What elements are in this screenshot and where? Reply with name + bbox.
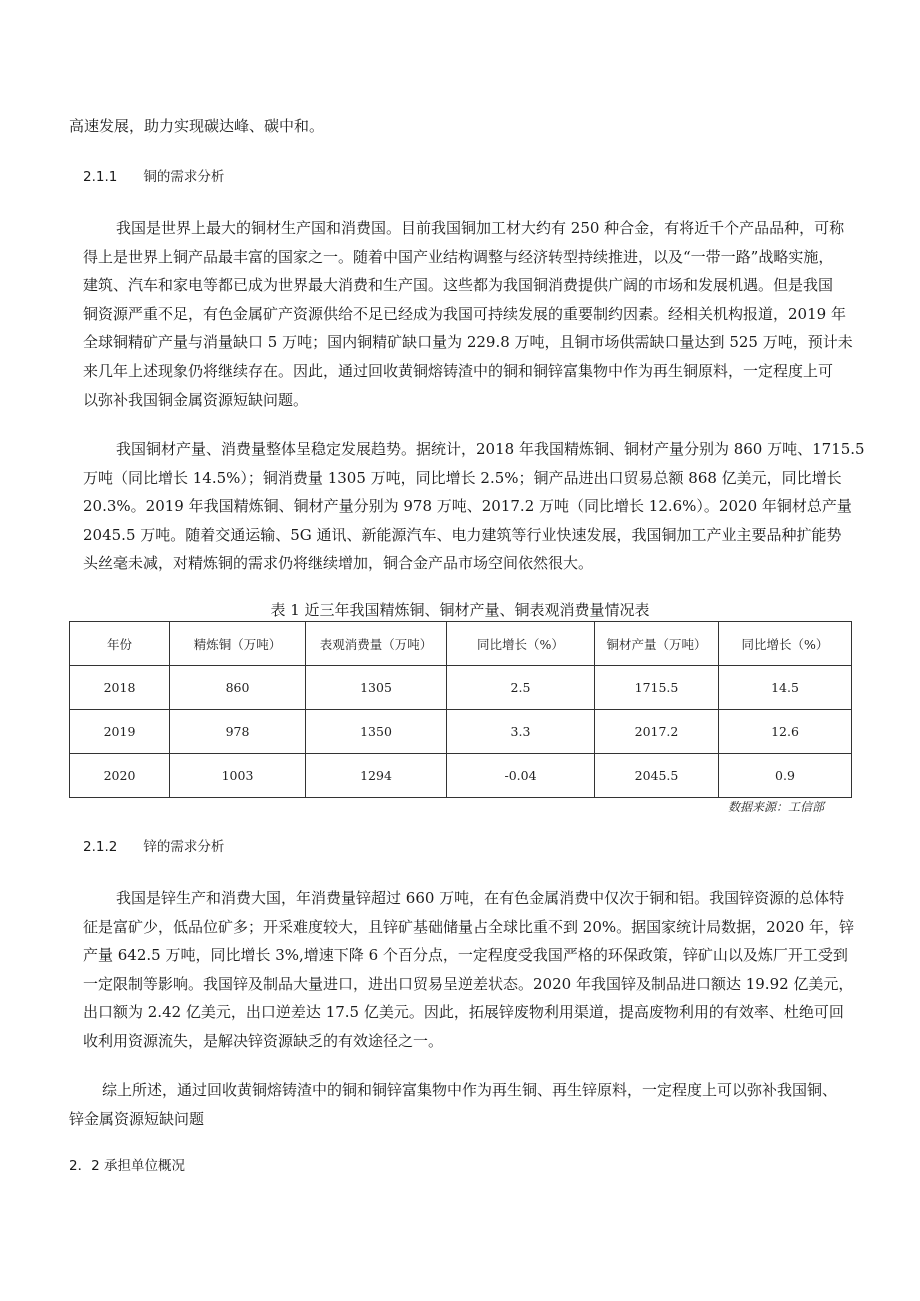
table-cell: 1350: [306, 710, 447, 754]
paragraph-line: 综上所述，通过回收黄铜熔铸渣中的铜和铜锌富集物中作为再生铜、再生锌原料，一定程度上可以弥补我国铜、: [102, 1081, 838, 1099]
table-cell: 2019: [70, 710, 170, 754]
section-number: 2.1.2: [83, 839, 118, 855]
section-2-2-heading: 2．2 承担单位概况: [69, 1158, 185, 1174]
column-header-copper-output: 铜材产量（万吨）: [595, 622, 719, 666]
paragraph-line: 产量 642.5 万吨，同比增长 3%,增速下降 6 个百分点，一定程度受我国严格的环保政策，锌矿山以及炼厂开工受到: [83, 946, 848, 965]
table-row: [70, 666, 852, 710]
section-title: 锌的需求分析: [143, 839, 225, 855]
table-header-row: [70, 622, 852, 666]
table-cell: 0.9: [719, 754, 852, 798]
column-header-output-yoy-growth: 同比增长（%）: [719, 622, 852, 666]
intro-tail-text: 高速发展，助力实现碳达峰、碳中和。: [69, 117, 325, 135]
copper-paragraph-2: [83, 435, 865, 578]
paragraph-line: 征是富矿少，低品位矿多；开采难度较大，且锌矿基础储量占全球比重不到 20%。据国家统计局数据，2020 年，锌: [83, 917, 855, 936]
zinc-paragraph: [83, 884, 854, 1056]
table-cell: 2018: [70, 666, 170, 710]
table-cell: 2017.2: [595, 710, 719, 754]
paragraph-line: 铜资源严重不足，有色金属矿产资源供给不足已经成为我国可持续发展的重要制约因素。经相关机构报道，2019 年: [83, 304, 846, 323]
column-header-apparent-consumption: 表观消费量（万吨）: [306, 622, 447, 666]
paragraph-line: 得上是世界上铜产品最丰富的国家之一。随着中国产业结构调整与经济转型持续推进，以及“一带一路”战略实施，: [83, 247, 834, 266]
summary-paragraph: [69, 1076, 837, 1133]
paragraph-line: 全球铜精矿产量与消量缺口 5 万吨；国内铜精矿缺口量为 229.8 万吨，且铜市场供需缺口量达到 525 万吨，预计未: [83, 333, 853, 352]
table-caption: 表 1 近三年我国精炼铜、铜材产量、铜表观消费量情况表: [270, 601, 650, 619]
table-cell: 12.6: [719, 710, 852, 754]
paragraph-line: 收利用资源流失，是解决锌资源缺乏的有效途径之一。: [83, 1031, 444, 1050]
table-cell: -0.04: [447, 754, 595, 798]
table-cell: 2.5: [447, 666, 595, 710]
paragraph-line: 万吨（同比增长 14.5%）；铜消费量 1305 万吨，同比增长 2.5%；铜产品进出口贸易总额 868 亿美元，同比增长: [83, 468, 842, 487]
section-2-1-1-heading: [83, 167, 224, 187]
paragraph-line: 我国是锌生产和消费大国，年消费量锌超过 660 万吨，在有色金属消费中仅次于铜和铝。我国锌资源的总体特: [116, 889, 845, 907]
paragraph-line: 我国铜材产量、消费量整体呈稳定发展趋势。据统计，2018 年我国精炼铜、铜材产量分别为 860 万吨、1715.5: [116, 440, 865, 458]
paragraph-line: 来几年上述现象仍将继续存在。因此，通过回收黄铜熔铸渣中的铜和铜锌富集物中作为再生铜原料，一定程度上可: [83, 361, 834, 380]
copper-statistics-table: [69, 621, 852, 798]
table-cell: 2045.5: [595, 754, 719, 798]
paragraph-line: 2045.5 万吨。随着交通运输、5G 通讯、新能源汽车、电力建筑等行业快速发展，我国铜加工产业主要品种扩能势: [83, 525, 842, 544]
paragraph-line: 以弥补我国铜金属资源短缺问题。: [83, 390, 309, 409]
section-title: 铜的需求分析: [143, 169, 225, 185]
table-cell: 3.3: [447, 710, 595, 754]
table-cell: 978: [170, 710, 306, 754]
paragraph-line: 出口额为 2.42 亿美元，出口逆差达 17.5 亿美元。因此，拓展锌废物利用渠道，提高废物利用的有效率、杜绝可回: [83, 1003, 844, 1022]
copper-paragraph-1: [83, 214, 853, 414]
paragraph-line: 20.3%。2019 年我国精炼铜、铜材产量分别为 978 万吨、2017.2 万吨（同比增长 12.6%）。2020 年铜材总产量: [83, 497, 852, 516]
paragraph-line: 建筑、汽车和家电等都已成为世界最大消费和生产国。这些都为我国铜消费提供广阔的市场和发展机遇。但是我国: [83, 276, 834, 295]
section-2-1-2-heading: [83, 837, 224, 857]
paragraph-line: 我国是世界上最大的铜材生产国和消费国。目前我国铜加工材大约有 250 种合金，有将近千个产品品种，可称: [116, 219, 845, 237]
table-cell: 1715.5: [595, 666, 719, 710]
table-row: [70, 710, 852, 754]
column-header-refined-copper: 精炼铜（万吨）: [170, 622, 306, 666]
column-header-yoy-growth: 同比增长（%）: [447, 622, 595, 666]
table-cell: 2020: [70, 754, 170, 798]
paragraph-line: 一定限制等影响。我国锌及制品大量进口，进出口贸易呈逆差状态。2020 年我国锌及制品进口额达 19.92 亿美元，: [83, 974, 854, 993]
paragraph-line: 锌金属资源短缺问题: [69, 1109, 205, 1128]
paragraph-line: 头丝毫未减，对精炼铜的需求仍将继续增加，铜合金产品市场空间依然很大。: [83, 554, 594, 573]
table-cell: 1294: [306, 754, 447, 798]
column-header-year: 年份: [70, 622, 170, 666]
table-row: [70, 754, 852, 798]
table-cell: 14.5: [719, 666, 852, 710]
section-number: 2.1.1: [83, 169, 118, 185]
data-source-note: 数据来源：工信部: [727, 800, 824, 814]
table-cell: 860: [170, 666, 306, 710]
table-cell: 1305: [306, 666, 447, 710]
table-cell: 1003: [170, 754, 306, 798]
